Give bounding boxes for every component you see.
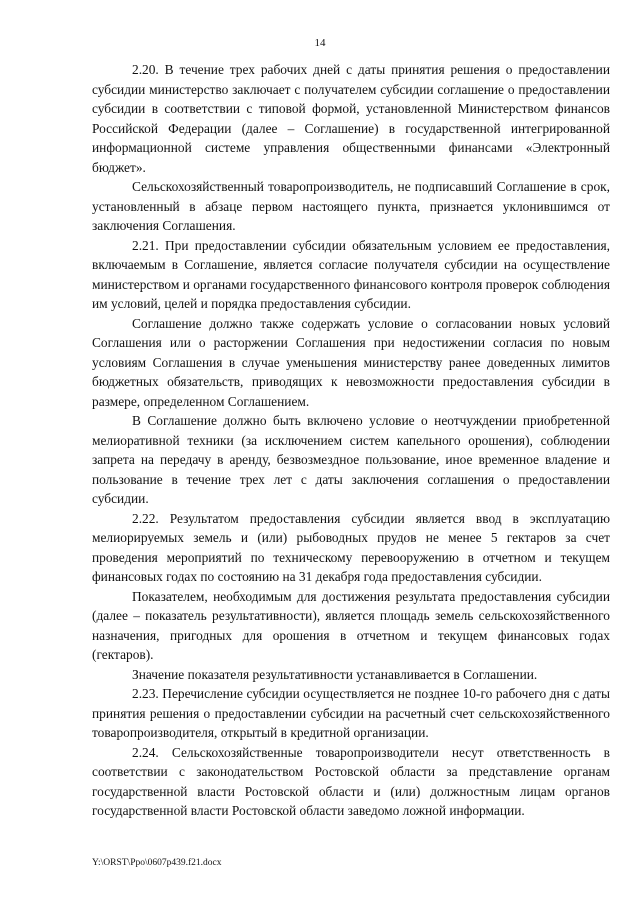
paragraph-2-24: 2.24. Сельскохозяйственные товаропроизводители несут ответственность в соответствии с законодательством Ростовской области за представление органам государственной власти Ростовской области и (или) должностным лицам органов государственной власти Ростовской области заведомо ложной информации.: [92, 744, 610, 818]
page-number: 14: [314, 37, 326, 49]
paragraph-2-20-unsigned: Сельскохозяйственный товаропроизводитель, не подписавший Соглашение в срок, установленный в абзаце первом настоящего пункта, признается уклонившимся от заключения Соглашения.: [92, 179, 610, 233]
paragraph-2-20: 2.20. В течение трех рабочих дней с даты принятия решения о предоставлении субсидии министерство заключает с получателем субсидии соглашение о предоставлении субсидии в соответствии с типовой формой, установленной Министерством финансов Российской Федерации (далее – Соглашение) в государственной интегрированной информационной системе управления общественными финансами «Электронный бюджет».: [92, 62, 610, 175]
paragraph-2-21-alienation: В Соглашение должно быть включено условие о неотчуждении приобретенной мелиоративной техники (за исключением систем капельного орошения), соблюдении запрета на передачу в аренду, безвозмездное пользование, иное временное владение и пользование в течение трех лет с даты заключения соглашения о предоставлении субсидии.: [92, 413, 610, 506]
footer-file-path: Y:\ORST\Ppo\0607p439.f21.docx: [92, 858, 222, 868]
paragraph-2-21-conditions: Соглашение должно также содержать условие о согласовании новых условий Соглашения или о расторжении Соглашения при недостижении согласия по новым условиям Соглашения в случае уменьшения министерству ранее доведенных лимитов бюджетных обязательств, приводящих к невозможности предоставления субсидии в размере, определенном Соглашением.: [92, 315, 610, 409]
paragraph-2-23: 2.23. Перечисление субсидии осуществляется не позднее 10-го рабочего дня с даты принятия решения о предоставлении субсидии на расчетный счет сельскохозяйственного товаропроизводителя, открытый в кредитной организации.: [92, 686, 610, 740]
paragraph-2-21: 2.21. При предоставлении субсидии обязательным условием ее предоставления, включаемым в Соглашение, является согласие получателя субсидии на осуществление министерством и органами государственного финансового контроля проверок соблюдения им условий, целей и порядка предоставления субсидии.: [92, 237, 610, 311]
paragraph-2-22: 2.22. Результатом предоставления субсидии является ввод в эксплуатацию мелиорируемых земель и (или) рыбоводных прудов не менее 5 гектаров за счет проведения мероприятий по техническому перевооружению в отчетном и текущем финансовых годах по состоянию на 31 декабря года предоставления субсидии.: [92, 510, 610, 584]
paragraph-2-22-indicator-value: Значение показателя результативности устанавливается в Соглашении.: [132, 666, 538, 682]
paragraph-2-22-indicator: Показателем, необходимым для достижения результата предоставления субсидии (далее – показатель результативности), является площадь земель сельскохозяйственного назначения, пригодных для орошения в отчетном и текущем финансовых годах (гектаров).: [92, 588, 610, 662]
document-body: [92, 60, 610, 821]
